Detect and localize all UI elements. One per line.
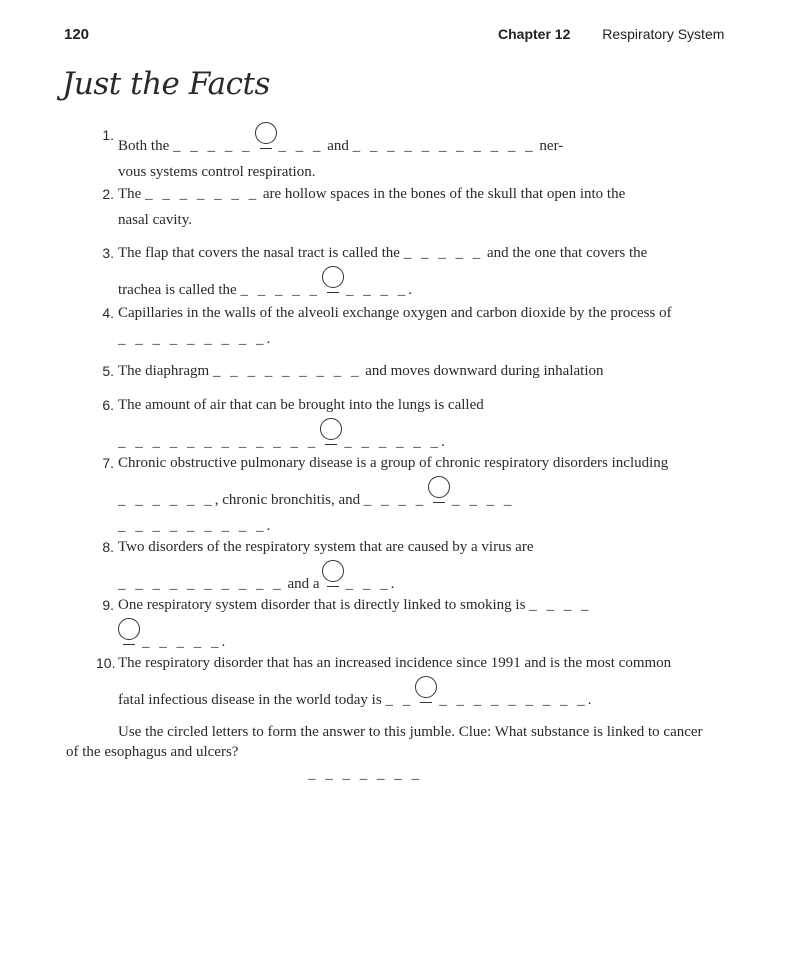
question-1 <box>96 122 716 185</box>
question-text: , chronic bronchitis, and <box>214 492 361 508</box>
question-4: 4. Capillaries in the walls of the alveoli exchange oxygen and carbon dioxide by the process of _ _ _ _ _ _ _ _ _. <box>96 300 716 352</box>
question-text: nasal cavity. <box>118 212 192 228</box>
jumble-text: Use the circled letters to form the answer to this jumble. Clue: What substance is linked to cancer of the esophagus and ulcers? <box>66 724 703 760</box>
question-text: The amount of air that can be brought into the lungs is called <box>118 397 484 413</box>
question-number: 6. <box>102 397 114 413</box>
question-number: 1. <box>102 127 114 143</box>
question-8: 8. Two disorders of the respiratory system that are caused by a virus are _ _ _ _ _ _ _ _ _ _ and a _ _ _. <box>96 534 716 597</box>
question-text: The diaphragm <box>118 363 210 379</box>
answer-blank: _ _ _ _ _ _ _ <box>145 186 260 202</box>
question-text: Chronic obstructive pulmonary disease is a group of chronic respiratory disorders including <box>118 455 669 471</box>
jumble-instructions <box>66 722 716 762</box>
question-text: One respiratory system disorder that is directly linked to smoking is <box>118 597 526 613</box>
question-text: The <box>118 186 142 202</box>
answer-blank: _ _ _ _ <box>363 492 427 508</box>
question-text: and the one that covers the <box>486 245 648 261</box>
answer-blank: _ _ _ _ _ <box>142 634 222 650</box>
answer-blank: _ _ _ _ _ <box>403 245 484 261</box>
circled-letter-blank <box>118 618 140 640</box>
answer-blank: _ _ _ _ _ _ _ _ _ _ _ <box>352 138 536 154</box>
answer-blank: _ _ _ <box>278 138 324 154</box>
answer-blank: _ _ _ _ _ _ _ _ _ _ _ _ <box>118 434 319 450</box>
answer-blank: _ _ _ _ <box>529 597 592 613</box>
question-number: 8. <box>102 539 114 555</box>
question-text: Capillaries in the walls of the alveoli exchange oxygen and carbon dioxide by the process of <box>118 305 672 321</box>
answer-blank: _ _ _ _ _ _ _ _ _ <box>212 363 362 379</box>
section-title: Just the Facts <box>62 66 270 102</box>
question-number: 7. <box>102 455 114 471</box>
question-7: 7. Chronic obstructive pulmonary disease is a group of chronic respiratory disorders including _ _ _ _ _ _, chronic bronchitis, and _ _ _ _ _ _ _ _ _ _ _ _ _ _ _ _ _. <box>96 450 716 539</box>
question-number: 9. <box>102 597 114 613</box>
question-text: Two disorders of the respiratory system that are caused by a virus are <box>118 539 534 555</box>
chapter-number: Chapter 12 <box>498 26 571 42</box>
circled-letter-blank <box>428 476 450 498</box>
answer-blank: _ _ _ _ _ _ _ _ _ <box>118 331 267 347</box>
question-text: and a <box>287 576 320 592</box>
answer-blank: _ _ _ _ _ <box>173 138 253 154</box>
question-text: vous systems control respiration. <box>118 164 316 180</box>
answer-blank: _ _ _ <box>345 576 391 592</box>
question-text: trachea is called the <box>118 282 237 298</box>
question-9: 9. One respiratory system disorder that is directly linked to smoking is _ _ _ _ _ _ _ _ _. <box>96 592 716 655</box>
circled-letter-blank <box>322 266 344 288</box>
page-number: 120 <box>64 26 90 43</box>
question-6: 6. The amount of air that can be brought into the lungs is called _ _ _ _ _ _ _ _ _ _ _ _ _ _ _ _ _ _. <box>96 392 716 455</box>
jumble-answer-blank: _ _ _ _ _ _ _ <box>308 766 422 782</box>
circled-letter-blank <box>255 122 277 144</box>
question-3: 3. The flap that covers the nasal tract is called the _ _ _ _ _ and the one that covers the trachea is called the _ _ _ _ _ _ _ _ _. <box>96 240 716 303</box>
chapter-title: Respiratory System <box>602 26 725 42</box>
chapter-heading <box>498 26 724 42</box>
question-number: 2. <box>102 186 114 202</box>
question-text: ner- <box>539 138 564 154</box>
answer-blank: _ _ <box>385 692 414 708</box>
question-text: fatal infectious disease in the world today is <box>118 692 382 708</box>
answer-blank: _ _ _ _ _ _ _ _ _ <box>439 692 588 708</box>
question-number: 5. <box>102 363 114 379</box>
question-text: Both the <box>118 138 170 154</box>
answer-blank: _ _ _ _ <box>345 282 409 298</box>
question-number: 10. <box>96 655 116 671</box>
circled-letter-blank <box>322 560 344 582</box>
question-5 <box>96 358 716 384</box>
question-2 <box>96 181 716 233</box>
circled-letter-blank <box>320 418 342 440</box>
question-text: are hollow spaces in the bones of the skull that open into the <box>262 186 626 202</box>
answer-blank: _ _ _ _ _ _ <box>344 434 441 450</box>
question-text: The flap that covers the nasal tract is called the <box>118 245 400 261</box>
answer-blank: _ _ _ _ _ _ <box>118 492 215 508</box>
answer-blank: _ _ _ _ _ _ _ _ _ _ <box>118 576 284 592</box>
question-text: The respiratory disorder that has an increased incidence since 1991 and is the most common <box>118 655 672 671</box>
question-text: and <box>327 138 349 154</box>
question-text: and moves downward during inhalation <box>365 363 604 379</box>
question-number: 4. <box>102 305 114 321</box>
answer-blank: _ _ _ _ _ _ _ _ _ <box>118 518 267 534</box>
question-10: 10. The respiratory disorder that has an increased incidence since 1991 and is the most common fatal infectious disease in the world today is _ _ _ _ _ _ _ _ _ _ _. <box>96 650 716 713</box>
answer-blank: _ _ _ _ _ <box>240 282 320 298</box>
question-number: 3. <box>102 245 114 261</box>
answer-blank: _ _ _ _ <box>452 492 515 508</box>
circled-letter-blank <box>415 676 437 698</box>
